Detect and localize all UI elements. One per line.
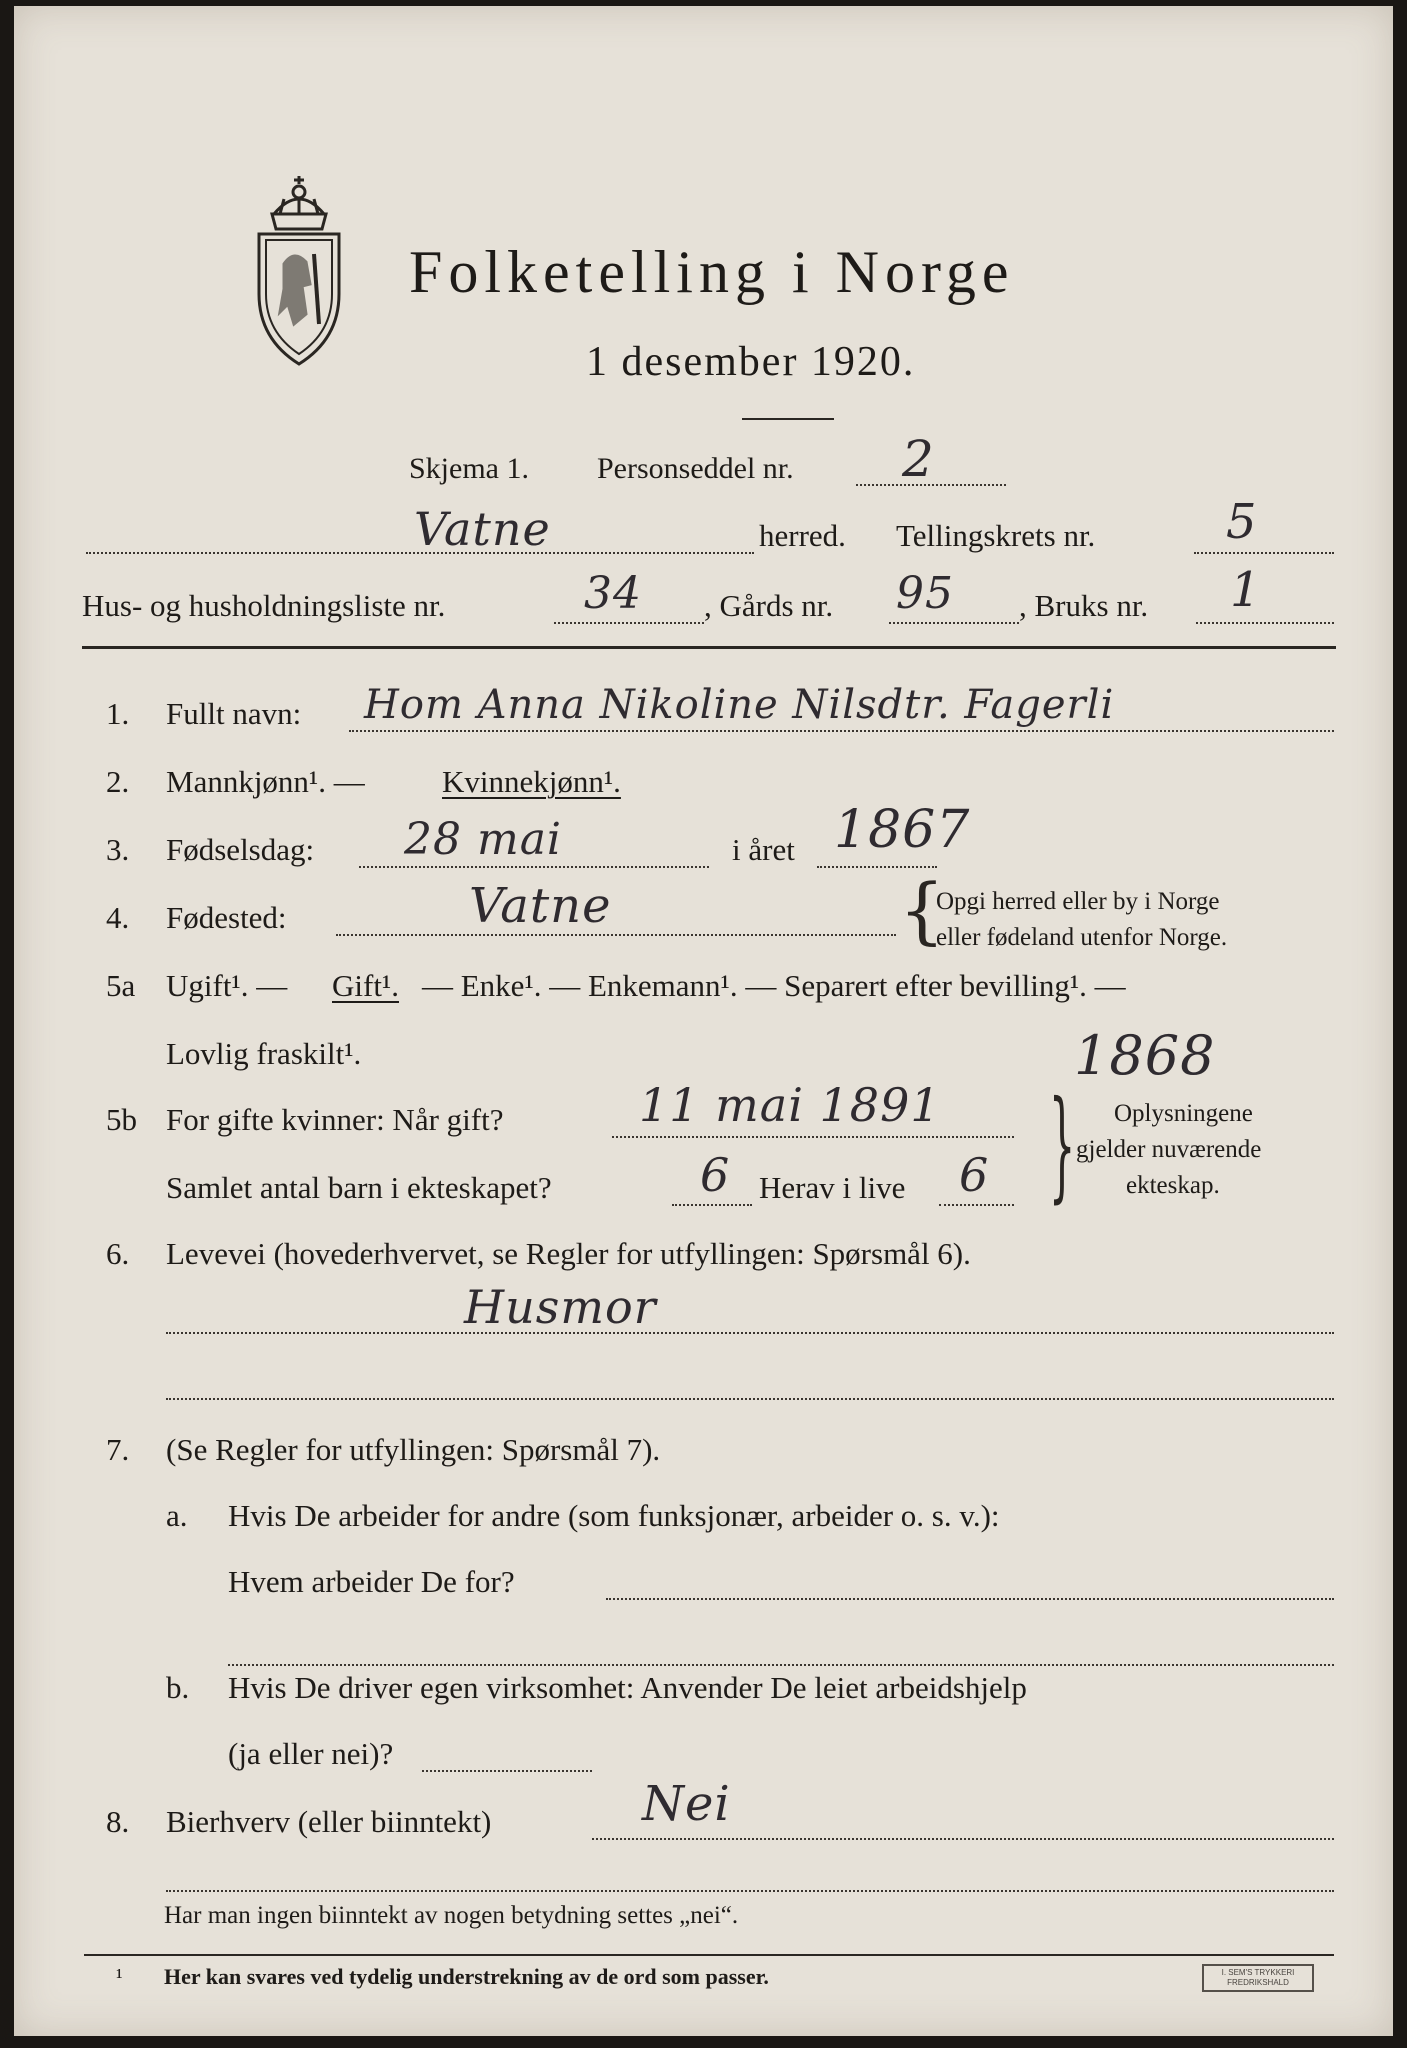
q7a-line1[interactable]	[606, 1598, 1334, 1600]
q5b-living-line	[939, 1204, 1014, 1206]
husliste-line	[554, 622, 704, 624]
husliste-value[interactable]: 34	[584, 568, 642, 619]
q4-brace: {	[899, 868, 945, 952]
q5a-fraskilt[interactable]: Lovlig fraskilt¹.	[166, 1036, 362, 1071]
q5b-label2a: Samlet antal barn i ekteskapet?	[166, 1170, 552, 1205]
q5b-living-value[interactable]: 6	[959, 1148, 990, 1202]
herred-value[interactable]: Vatne	[414, 502, 551, 556]
gards-label: , Gårds nr.	[704, 588, 834, 623]
q7-label: (Se Regler for utfyllingen: Spørsmål 7).	[166, 1432, 661, 1467]
q3-label: Fødselsdag:	[166, 832, 315, 867]
q5b-children-value[interactable]: 6	[700, 1148, 731, 1202]
q4-note2: eller fødeland utenfor Norge.	[936, 924, 1228, 951]
q5b-note2: gjelder nuværende	[1076, 1136, 1262, 1163]
q4-label: Fødested:	[166, 900, 287, 935]
q5b-note3: ekteskap.	[1126, 1172, 1220, 1199]
q8-label: Bierhverv (eller biinntekt)	[166, 1804, 492, 1839]
q2-mann[interactable]: Mannkjønn¹. —	[166, 764, 365, 799]
form-title: Folketelling i Norge	[409, 239, 1015, 305]
q5b-children-line	[672, 1204, 752, 1206]
q5a-number: 5a	[106, 968, 136, 1003]
q3-value[interactable]: 28 mai	[404, 814, 563, 865]
q5b-married-value[interactable]: 11 mai 1891	[639, 1078, 941, 1132]
q7a-number: a.	[166, 1498, 188, 1533]
q3-number: 3.	[106, 832, 130, 867]
tellingskrets-value[interactable]: 5	[1226, 494, 1258, 550]
personseddel-label: Personseddel nr.	[597, 452, 794, 485]
gards-value[interactable]: 95	[896, 568, 954, 619]
q7a-question: Hvem arbeider De for?	[228, 1564, 515, 1599]
q1-value[interactable]: Hom Anna Nikoline Nilsdtr. Fagerli	[364, 682, 1115, 728]
q4-line	[336, 934, 896, 936]
footer-note: Har man ingen biinntekt av nogen betydning settes „nei“.	[164, 1902, 739, 1929]
q2-number: 2.	[106, 764, 130, 799]
q7a-label: Hvis De arbeider for andre (som funksjonær, arbeider o. s. v.):	[228, 1498, 1000, 1533]
q8-line2	[166, 1890, 1334, 1892]
q7b-number: b.	[166, 1670, 190, 1705]
q6-line1	[166, 1332, 1334, 1334]
q5b-number: 5b	[106, 1102, 137, 1137]
q3-year-label: i året	[732, 832, 795, 867]
footer-rule	[84, 1954, 1334, 1956]
q6-label: Levevei (hovederhvervet, se Regler for utfyllingen: Spørsmål 6).	[166, 1236, 971, 1271]
q5a-other[interactable]: — Enke¹. — Enkemann¹. — Separert efter bevilling¹. —	[422, 968, 1126, 1003]
q6-number: 6.	[106, 1236, 130, 1271]
footnote-text: Her kan svares ved tydelig understrekning av de ord som passer.	[164, 1964, 769, 1989]
q5a-gift[interactable]: Gift¹.	[332, 968, 399, 1003]
q2-kvinne[interactable]: Kvinnekjønn¹.	[442, 764, 621, 799]
q8-value[interactable]: Nei	[642, 1776, 731, 1832]
q5b-married-line	[612, 1136, 1014, 1138]
gards-line	[889, 622, 1019, 624]
q5a-margin-year: 1868	[1074, 1024, 1216, 1087]
q7-number: 7.	[106, 1432, 130, 1467]
printer-stamp: I. SEM'S TRYKKERI FREDRIKSHALD	[1202, 1964, 1314, 1992]
q8-line	[592, 1838, 1334, 1840]
tellingskrets-label: Tellingskrets nr.	[896, 518, 1096, 553]
bruks-label: , Bruks nr.	[1019, 588, 1149, 623]
title-divider	[742, 418, 834, 420]
q4-value[interactable]: Vatne	[469, 878, 612, 934]
skjema-label: Skjema 1.	[409, 452, 529, 485]
q6-line2	[166, 1398, 1334, 1400]
q5b-note1: Oplysningene	[1114, 1100, 1253, 1127]
q3-year-value[interactable]: 1867	[834, 800, 971, 860]
q5b-brace: {	[1048, 1076, 1076, 1215]
q6-value[interactable]: Husmor	[464, 1280, 657, 1334]
herred-label: herred.	[759, 518, 846, 553]
q3-day-line	[359, 866, 709, 868]
q7b-label: Hvis De driver egen virksomhet: Anvender De leiet arbeidshjelp	[228, 1670, 1027, 1705]
bruks-value[interactable]: 1	[1230, 562, 1262, 618]
q4-note1: Opgi herred eller by i Norge	[936, 888, 1220, 915]
q7b-question: (ja eller nei)?	[228, 1736, 394, 1771]
q7b-line[interactable]	[422, 1770, 592, 1772]
census-form	[14, 6, 1393, 2036]
q1-line	[349, 730, 1334, 732]
footnote-mark: ¹	[116, 1964, 123, 1989]
tellingskrets-line	[1194, 552, 1334, 554]
q5a-ugift[interactable]: Ugift¹. —	[166, 968, 288, 1003]
q4-number: 4.	[106, 900, 130, 935]
q8-number: 8.	[106, 1804, 130, 1839]
q7a-line2[interactable]	[228, 1664, 1334, 1666]
bruks-line	[1196, 622, 1334, 624]
coat-of-arms-icon	[244, 174, 354, 374]
q5b-label1: For gifte kvinner: Når gift?	[166, 1102, 504, 1137]
personseddel-value[interactable]: 2	[902, 430, 935, 488]
husliste-label: Hus- og husholdningsliste nr.	[82, 588, 446, 623]
header-rule	[82, 646, 1336, 649]
q5b-label2b: Herav i live	[759, 1170, 906, 1205]
q1-label: Fullt navn:	[166, 696, 302, 731]
q1-number: 1.	[106, 696, 130, 731]
census-date: 1 desember 1920.	[586, 339, 916, 385]
